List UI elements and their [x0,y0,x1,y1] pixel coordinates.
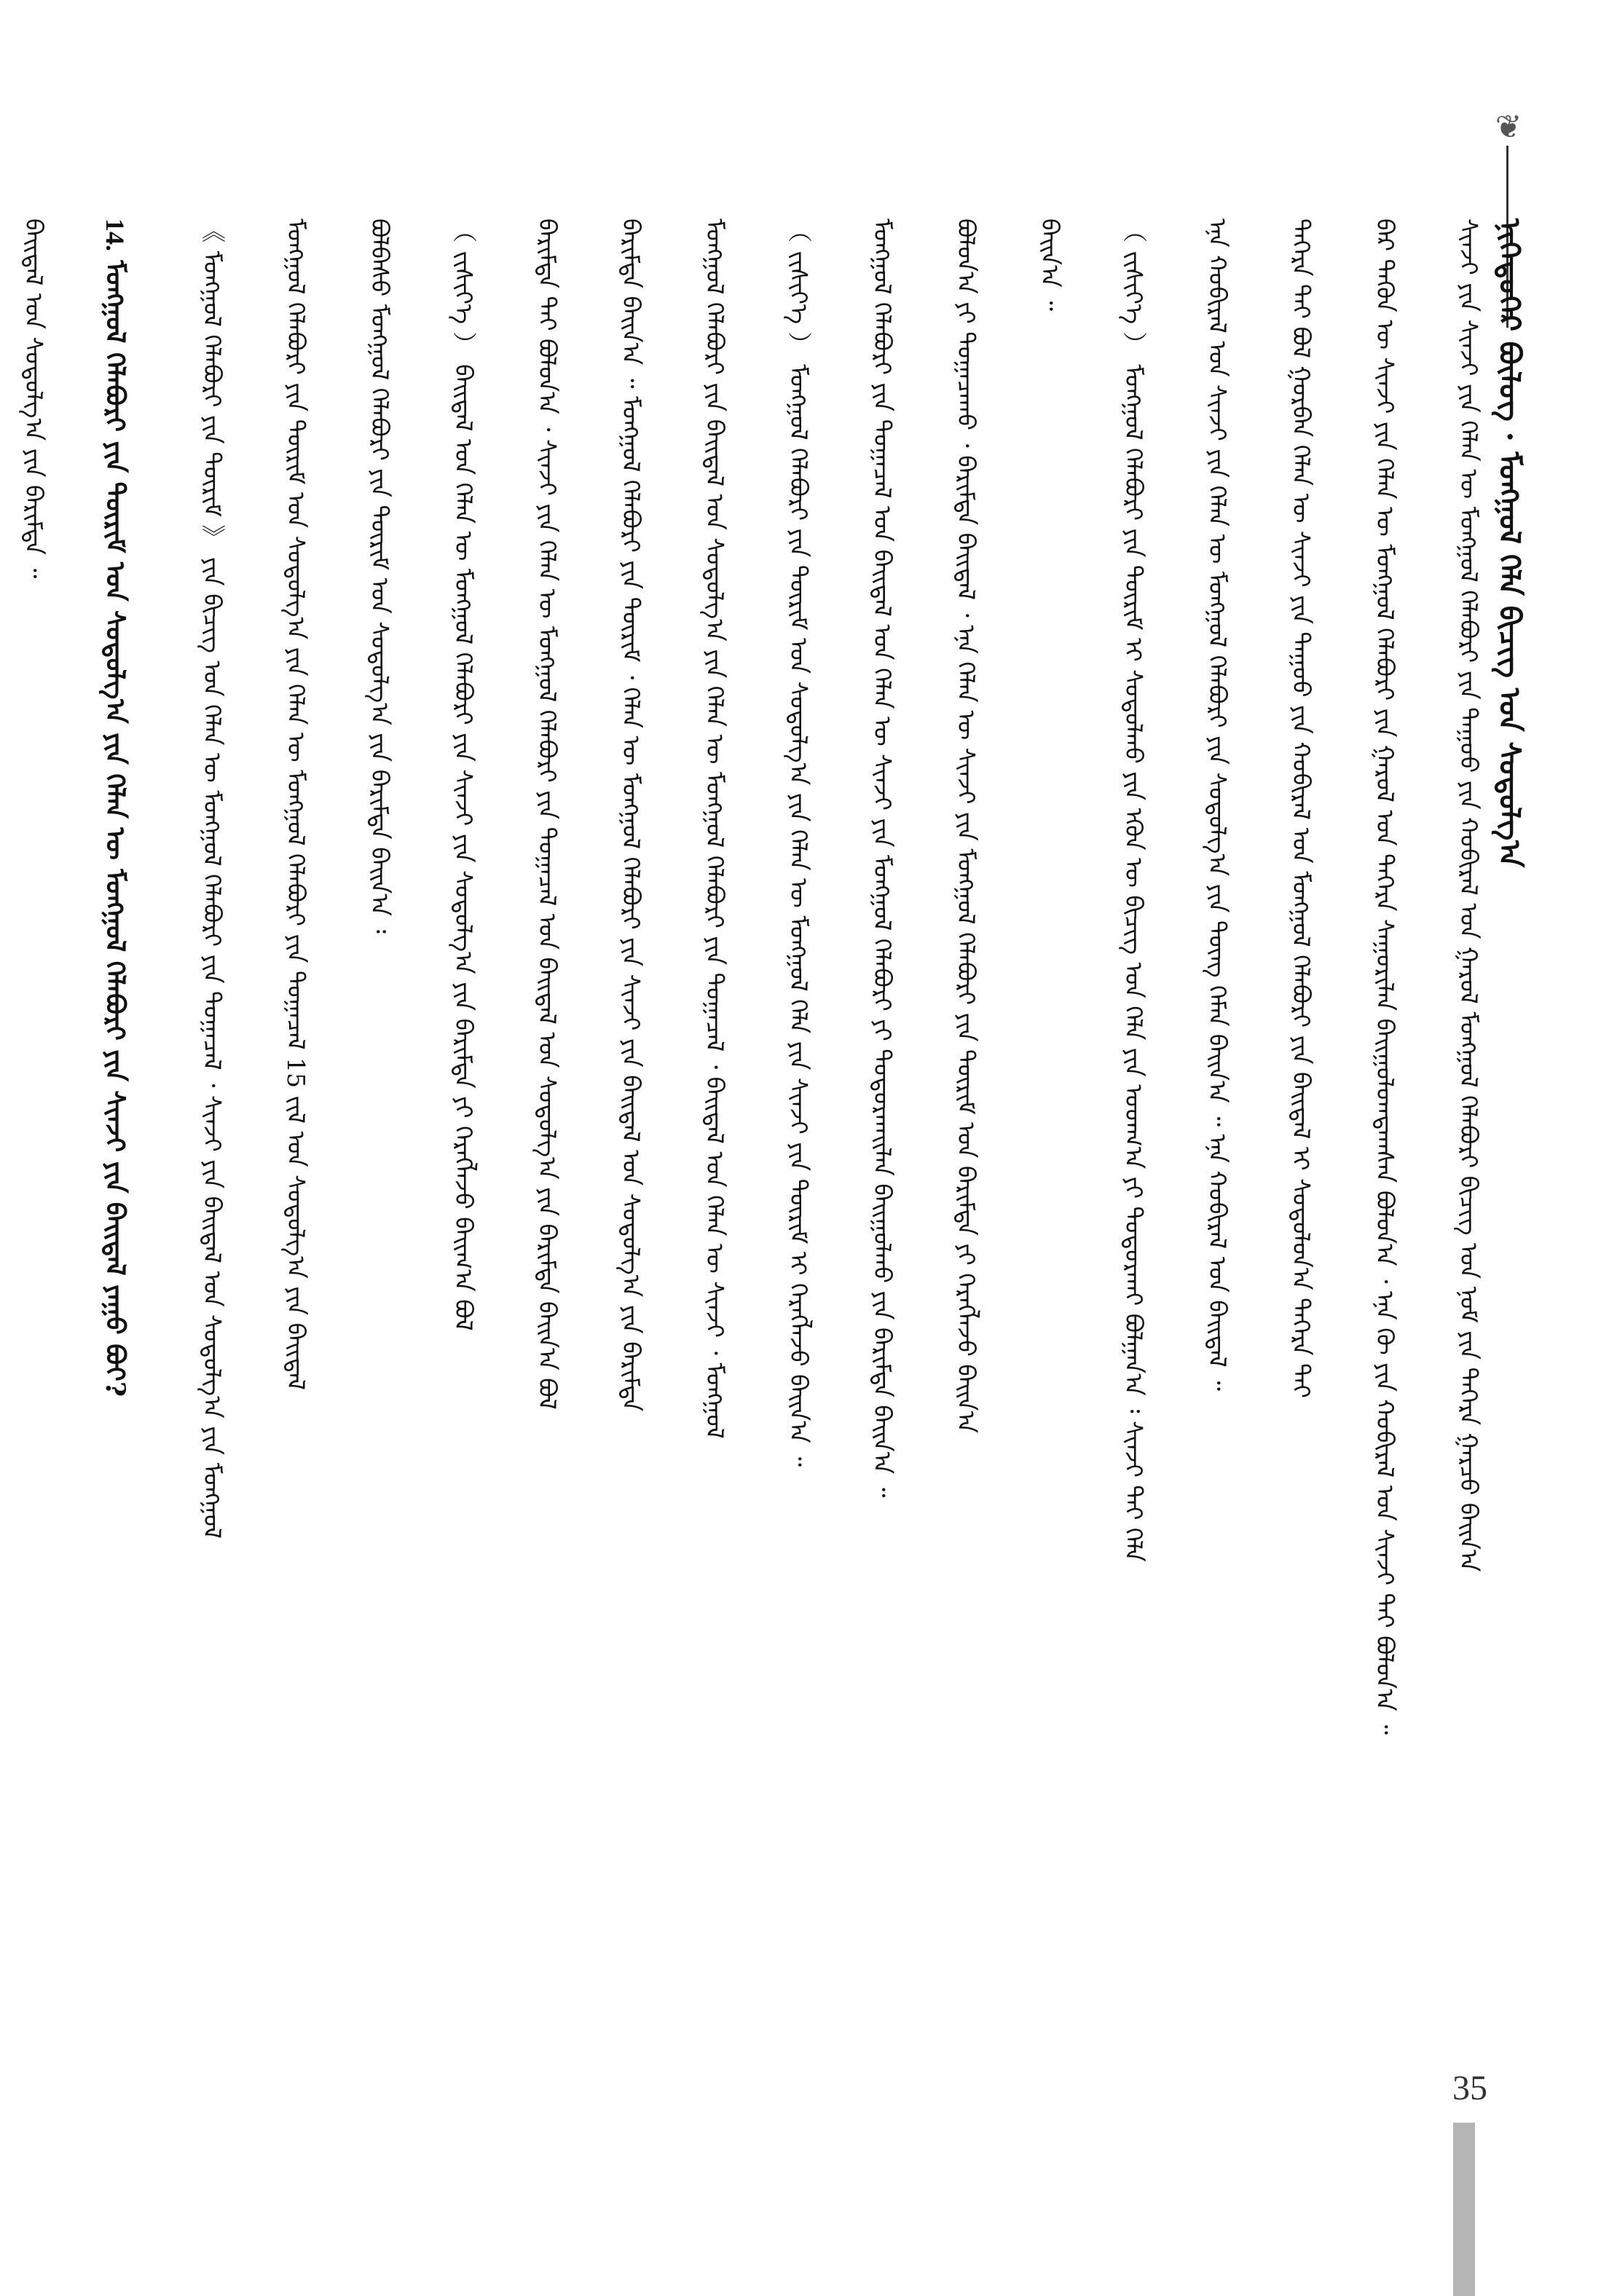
closing-line: ᠪᠠᠢ᠌ᠳᠠᠯ ᠤᠨ ᠰᠤᠳᠤᠯᠭ᠎ᠠ ᠶᠢᠨ ᠪᠠᠷᠢᠮᠲᠠ ᠃ [20,218,48,579]
question-number: 14. [101,218,130,251]
text-column-2: ᠪᠠᠷ ᠲᠡᠭᠦᠨ ᠦ ᠰᠢᠨᠵᠢ ᠶᠢᠨ ᠬᠡᠯᠡᠨ ᠦ ᠮᠣᠩᠭᠣᠯ ᠬᠡᠯᠡᠪᠦᠷᠢ ᠶᠢᠨ ᠭᠠᠷᠤᠯ ᠤᠨ ᠳᠡᠭᠡᠷᠡ ᠰᠠᠭᠤᠷᠢᠯᠠᠨ ᠪᠠᠢ᠌ᠭᠤᠯᠤᠭᠳᠠᠭᠰᠠᠨ ᠪᠣᠯᠤᠨ᠎ᠠ ᠂ ᠡᠨᠡ ᠬᠦ ᠶᠢᠨ ᠬᠤᠪᠢᠷᠠᠯ ᠤᠨ ᠰᠢᠨᠵᠢ ᠲᠠᠢ ᠪᠣᠯᠤᠨ᠎ᠠ ᠃ [1371,218,1399,1735]
header-ornament-icon: ❦ [1495,109,1522,146]
text-column-9: （ ᠵᠢᠱᠢᠶ᠎ᠡ ） ᠮᠣᠩᠭᠣᠯ ᠬᠡᠯᠡᠪᠦᠷᠢ ᠶᠢᠨ ᠳᠦᠷᠢᠮ ᠤᠨ ᠰᠤᠳᠤᠯᠭ᠎ᠠ ᠶᠢᠨ ᠬᠡᠯᠡᠨ ᠦ ᠮᠣᠩᠭᠣᠯ ᠬᠡᠯᠡ ᠶᠢᠨ ᠰᠢᠨᠵᠢ ᠶᠢᠨ ᠳᠦᠷᠢᠮ ᠢ ᠬᠡᠷᠡᠭᠯᠡᠵᠦ ᠪᠠᠢ᠌ᠨ᠎ᠠ ᠃ [784,218,813,1467]
page-edge-tab [1453,2123,1475,2296]
running-header-title: ᠨᠢᠭᠡᠳᠦᠭᠡᠷ ᠪᠦᠯᠦᠭ · ᠮᠣᠩᠭᠣᠯ ᠬᠡᠯᠡ ᠪᠢᠴᠢᠭ ᠤᠨ ᠰᠤᠳᠤᠯᠭ᠎ᠠ [1492,218,1527,868]
page-number: 35 [1452,2069,1487,2107]
text-column-10: ᠮᠣᠩᠭᠣᠯ ᠬᠡᠯᠡᠪᠦᠷᠢ ᠶᠢᠨ ᠪᠠᠢ᠌ᠳᠠᠯ ᠤᠨ ᠰᠤᠳᠤᠯᠭ᠎ᠠ ᠶᠢᠨ ᠬᠡᠯᠡᠨ ᠦ ᠮᠣᠩᠭᠣᠯ ᠬᠡᠯᠡᠪᠦᠷᠢ ᠶᠢᠨ ᠲᠣᠭᠠᠴᠠᠯ ᠂ ᠪᠠᠢ᠌ᠳᠠᠯ ᠤᠨ ᠬᠡᠯᠡᠨ ᠦ ᠰᠢᠨᠵᠢ ᠂ ᠮᠣᠩᠭᠣᠯ [701,218,729,1439]
question-heading [102,218,128,2068]
text-column-1: ᠰᠢᠨᠵᠢ ᠶᠢᠨ ᠰᠢᠨᠵᠢ ᠶᠢᠨ ᠬᠡᠯᠡᠨ ᠦ ᠮᠣᠩᠭᠣᠯ ᠬᠡᠯᠡᠪᠦᠷᠢ ᠶᠢᠨ ᠳᠠᠭᠤᠤ ᠶᠢᠨ ᠬᠤᠪᠢᠷᠠᠯ ᠤᠨ ᠭᠠᠷᠤᠯ ᠮᠣᠩᠭᠣᠯ ᠬᠡᠯᠡᠪᠦᠷᠢ ᠪᠢᠴᠢᠭ ᠤᠨ ᠨᠤᠮ ᠶᠢᠨ ᠳᠡᠭᠡᠷᠡ ᠭᠠᠷᠴᠤ ᠪᠠᠢ᠌ᠨ᠎ᠠ [1455,218,1483,1572]
text-column-16: 《 ᠮᠣᠩᠭᠣᠯ ᠬᠡᠯᠡᠪᠦᠷᠢ ᠶᠢᠨ ᠳᠦᠷᠢᠮ 》 ᠶᠢᠨ ᠪᠢᠴᠢᠭ ᠤᠨ ᠬᠡᠯᠡᠨ ᠦ ᠮᠣᠩᠭᠣᠯ ᠬᠡᠯᠡᠪᠦᠷᠢ ᠶᠢᠨ ᠲᠣᠭᠠᠴᠠᠯ ᠂ ᠰᠢᠨᠵᠢ ᠶᠢᠨ ᠪᠠᠢ᠌ᠳᠠᠯ ᠤᠨ ᠰᠤᠳᠤᠯᠭ᠎ᠠ ᠶᠢᠨ ᠮᠣᠩᠭᠣᠯ [198,218,227,1539]
text-column-14: ᠪᠣᠯᠪᠠᠰᠤ ᠮᠣᠩᠭᠣᠯ ᠬᠡᠯᠡᠪᠦᠷᠢ ᠶᠢᠨ ᠳᠦᠷᠢᠮ ᠤᠨ ᠰᠤᠳᠤᠯᠭ᠎ᠠ ᠶᠢᠨ ᠪᠠᠷᠢᠮᠲᠠ ᠪᠠᠢ᠌ᠨ᠎ᠠ ᠄ [366,218,394,934]
text-column-11: ᠪᠠᠷᠢᠮᠲᠠ ᠪᠠᠢ᠌ᠨ᠎ᠠ ᠃ ᠮᠣᠩᠭᠣᠯ ᠬᠡᠯᠡᠪᠦᠷᠢ ᠶᠢᠨ ᠳᠦᠷᠢᠮ ᠂ ᠬᠡᠯᠡᠨ ᠦ ᠮᠣᠩᠭᠣᠯ ᠬᠡᠯᠡᠪᠦᠷᠢ ᠶᠢᠨ ᠰᠢᠨᠵᠢ ᠶᠢᠨ ᠪᠠᠢ᠌ᠳᠠᠯ ᠤᠨ ᠰᠤᠳᠤᠯᠭ᠎ᠠ ᠶᠢᠨ ᠪᠠᠷᠢᠮᠲᠠ [617,218,645,1412]
text-column-8: ᠮᠣᠩᠭᠣᠯ ᠬᠡᠯᠡᠪᠦᠷᠢ ᠶᠢᠨ ᠲᠣᠭᠠᠴᠠᠯ ᠤᠨ ᠪᠠᠢ᠌ᠳᠠᠯ ᠤᠨ ᠬᠡᠯᠡᠨ ᠦ ᠰᠢᠨᠵᠢ ᠶᠢᠨ ᠮᠣᠩᠭᠣᠯ ᠬᠡᠯᠡᠪᠦᠷᠢ ᠶᠢ ᠲᠣᠳᠤᠷᠬᠠᠢᠯᠠᠨ ᠪᠠᠢ᠌ᠭᠤᠯᠬᠤ ᠶᠢᠨ ᠪᠠᠷᠢᠮᠲᠠ ᠪᠠᠢ᠌ᠨ᠎ᠠ ᠃ [868,218,897,1498]
text-column-6: ᠪᠠᠢ᠌ᠨ᠎ᠠ ᠃ [1036,218,1064,312]
text-column-13: （ ᠵᠢᠱᠢᠶ᠎ᠡ ） ᠪᠠᠢ᠌ᠳᠠᠯ ᠤᠨ ᠬᠡᠯᠡᠨ ᠦ ᠮᠣᠩᠭᠣᠯ ᠬᠡᠯᠡᠪᠦᠷᠢ ᠶᠢᠨ ᠰᠢᠨᠵᠢ ᠶᠢᠨ ᠰᠤᠳᠤᠯᠭ᠎ᠠ ᠶᠢᠨ ᠪᠠᠷᠢᠮᠲᠠ ᠶᠢ ᠬᠡᠷᠡᠭᠯᠡᠵᠦ ᠪᠠᠢ᠌ᠭ᠎ᠠ ᠪᠣᠯ [449,218,478,1331]
question-heading-text: ᠮᠣᠩᠭᠣᠯ ᠬᠡᠯᠡᠪᠦᠷᠢ ᠶᠢᠨ ᠳᠦᠷᠢᠮ ᠤᠨ ᠰᠤᠳᠤᠯᠭ᠎ᠠ ᠶᠢᠨ ᠬᠡᠯᠡᠨ ᠦ ᠮᠣᠩᠭᠣᠯ ᠬᠡᠯᠡᠪᠦᠷᠢ ᠶᠢᠨ ᠰᠢᠨᠵᠢ ᠶᠢᠨ ᠪᠠᠢ᠌ᠳᠠᠯ ᠶᠠᠭᠤ ᠪᠣᠢ? [100,260,130,1397]
text-column-5: （ ᠵᠢᠱᠢᠶ᠎ᠡ ） ᠮᠣᠩᠭᠣᠯ ᠬᠡᠯᠡᠪᠦᠷᠢ ᠶᠢᠨ ᠳᠦᠷᠢᠮ ᠢ ᠰᠤᠳᠤᠯᠬᠤ ᠶᠢᠨ ᠡᠭᠦᠨ ᠦ ᠪᠢᠴᠢᠭ ᠤᠨ ᠬᠡᠯᠡ ᠶᠢᠨ ᠤᠳᠬ᠎ᠠ ᠶᠢ ᠲᠣᠳᠤᠷᠬᠠᠢ ᠪᠣᠯᠭᠠᠨ᠎ᠠ ᠄ ᠰᠢᠨᠵᠢ ᠲᠠᠢ ᠬᠡᠯᠡ [1120,218,1148,1562]
text-column-4: ᠡᠨᠡ ᠬᠤᠪᠢᠷᠠᠯ ᠤᠨ ᠰᠢᠨᠵᠢ ᠶᠢᠨ ᠬᠡᠯᠡᠨ ᠦ ᠮᠣᠩᠭᠣᠯ ᠬᠡᠯᠡᠪᠦᠷᠢ ᠶᠢᠨ ᠰᠤᠳᠤᠯᠭ᠎ᠠ ᠶᠢᠨ ᠳᠦᠩ ᠬᠡᠮᠡᠨ ᠪᠠᠢ᠌ᠨ᠎ᠠ ᠃ ᠡᠨᠡ ᠬᠤᠪᠢᠷᠠᠯ ᠤᠨ ᠪᠠᠢ᠌ᠳᠠᠯ ᠃ [1203,218,1232,1391]
text-column-15: ᠮᠣᠩᠭᠣᠯ ᠬᠡᠯᠡᠪᠦᠷᠢ ᠶᠢᠨ ᠳᠦᠷᠢᠮ ᠤᠨ ᠰᠤᠳᠤᠯᠭ᠎ᠠ ᠶᠢᠨ ᠬᠡᠯᠡᠨ ᠦ ᠮᠣᠩᠭᠣᠯ ᠬᠡᠯᠡᠪᠦᠷᠢ ᠶᠢᠨ ᠲᠣᠭᠠᠴᠠᠯ 15 ᠵᠢᠯ ᠤᠨ ᠰᠤᠳᠤᠯᠭ᠎ᠠ ᠶᠢᠨ ᠪᠠᠢ᠌ᠳᠠᠯ [282,218,310,1390]
text-column-7: ᠪᠣᠯᠤᠨ᠎ᠠ ᠶᠢ ᠲᠣᠭᠠᠴᠠᠬᠤ ᠂ ᠪᠠᠷᠢᠮᠲᠠ ᠪᠠᠢ᠌ᠳᠠᠯ ᠂ ᠡᠨᠡ ᠬᠡᠯᠡᠨ ᠦ ᠰᠢᠨᠵᠢ ᠶᠢᠨ ᠮᠣᠩᠭᠣᠯ ᠬᠡᠯᠡᠪᠦᠷᠢ ᠶᠢᠨ ᠳᠦᠷᠢᠮ ᠤᠨ ᠪᠠᠷᠢᠮᠲᠠ ᠶᠢ ᠬᠡᠷᠡᠭᠯᠡᠵᠦ ᠪᠠᠢ᠌ᠨ᠎ᠠ [952,218,980,1434]
text-column-3: ᠳᠡᠭᠡᠷᠡ ᠲᠠᠢ ᠪᠣᠯ ᠭᠤᠷᠪᠠᠨ ᠬᠡᠯᠡᠨ ᠦ ᠰᠢᠨᠵᠢ ᠶᠢᠨ ᠳᠠᠭᠤᠤ ᠶᠢᠨ ᠬᠤᠪᠢᠷᠠᠯ ᠤᠨ ᠮᠣᠩᠭᠣᠯ ᠬᠡᠯᠡᠪᠦᠷᠢ ᠶᠢᠨ ᠪᠠᠢ᠌ᠳᠠᠯ ᠢ ᠰᠤᠳᠤᠯᠤᠨ᠎ᠠ ᠳᠡᠭᠡᠷᠡ ᠲᠠᠢ [1287,218,1315,1399]
text-column-12: ᠪᠠᠷᠢᠮᠲᠠ ᠲᠠᠢ ᠪᠣᠯᠤᠨ᠎ᠠ ᠂ ᠰᠢᠨᠵᠢ ᠶᠢᠨ ᠬᠡᠯᠡᠨ ᠦ ᠮᠣᠩᠭᠣᠯ ᠬᠡᠯᠡᠪᠦᠷᠢ ᠶᠢᠨ ᠲᠣᠭᠠᠴᠠᠯ ᠤᠨ ᠪᠠᠢ᠌ᠳᠠᠯ ᠤᠨ ᠰᠤᠳᠤᠯᠭ᠎ᠠ ᠶᠢᠨ ᠪᠠᠷᠢᠮᠲᠠ ᠪᠠᠢ᠌ᠨ᠎ᠠ ᠪᠣᠯ [533,218,562,1410]
